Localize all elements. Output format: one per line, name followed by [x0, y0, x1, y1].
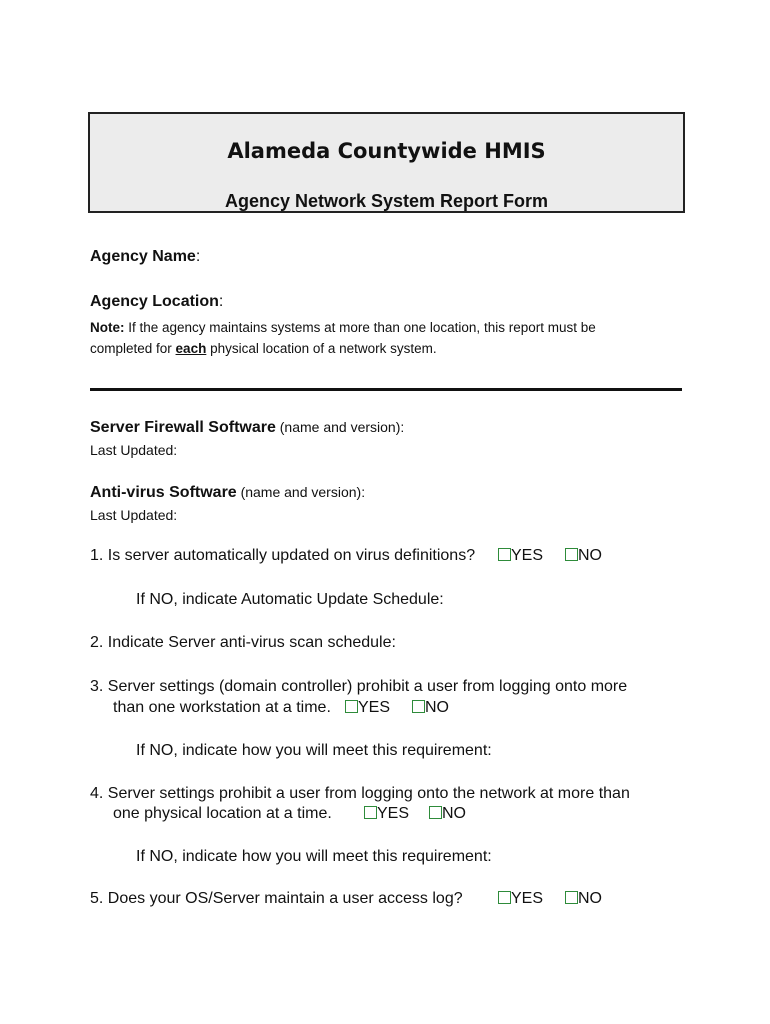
checkbox-icon[interactable]	[364, 806, 377, 819]
question-4-followup: If NO, indicate how you will meet this requirement:	[136, 848, 492, 865]
q5-no-label: NO	[578, 890, 602, 907]
q4-yes-option[interactable]	[364, 805, 409, 823]
section-divider	[90, 388, 682, 391]
agency-name-field	[90, 248, 200, 266]
question-2: 2. Indicate Server anti-virus scan schedule:	[90, 634, 396, 651]
location-note	[90, 317, 690, 359]
q5-yes-label: YES	[511, 890, 544, 907]
question-3-line1: 3. Server settings (domain controller) prohibit a user from logging onto more	[90, 678, 628, 695]
firewall-field	[90, 419, 404, 437]
q4-no-label: NO	[442, 805, 466, 822]
q3-yes-label: YES	[358, 699, 391, 716]
firewall-last-updated: Last Updated:	[90, 442, 178, 458]
note-label: Note:	[90, 320, 125, 335]
note-text-line1: If the agency maintains systems at more than one location, this report must be	[124, 320, 596, 335]
checkbox-icon[interactable]	[498, 548, 511, 561]
question-3-line2: than one workstation at a time.	[113, 699, 331, 716]
form-title: Alameda Countywide HMIS	[227, 139, 546, 163]
q5-yes-option[interactable]	[498, 890, 543, 908]
q4-yes-label: YES	[377, 805, 410, 822]
question-5: 5. Does your OS/Server maintain a user access log?	[90, 890, 463, 907]
q1-yes-label: YES	[511, 547, 544, 564]
checkbox-icon[interactable]	[565, 891, 578, 904]
agency-location-field	[90, 293, 223, 311]
firewall-label: Server Firewall Software	[90, 419, 276, 436]
checkbox-icon[interactable]	[498, 891, 511, 904]
note-text-line2b: physical location of a network system.	[206, 341, 437, 356]
checkbox-icon[interactable]	[429, 806, 442, 819]
agency-location-label: Agency Location	[90, 293, 219, 310]
q1-yes-option[interactable]	[498, 547, 543, 565]
antivirus-hint: (name and version):	[236, 484, 366, 500]
q1-no-option[interactable]	[565, 547, 602, 565]
form-header	[88, 112, 685, 213]
q3-no-label: NO	[425, 699, 449, 716]
q3-no-option[interactable]	[412, 699, 449, 717]
antivirus-field	[90, 484, 365, 502]
question-4-line2: one physical location at a time.	[113, 805, 332, 822]
checkbox-icon[interactable]	[345, 700, 358, 713]
antivirus-label: Anti-virus Software	[90, 484, 237, 501]
form-subtitle: Agency Network System Report Form	[224, 191, 549, 211]
agency-location-colon: :	[218, 293, 224, 310]
checkbox-icon[interactable]	[565, 548, 578, 561]
question-4-line1: 4. Server settings prohibit a user from logging onto the network at more than	[90, 785, 630, 802]
question-1: 1. Is server automatically updated on virus definitions?	[90, 547, 476, 564]
note-emphasis: each	[175, 341, 207, 356]
antivirus-last-updated: Last Updated:	[90, 507, 178, 523]
q3-yes-option[interactable]	[345, 699, 390, 717]
checkbox-icon[interactable]	[412, 700, 425, 713]
q5-no-option[interactable]	[565, 890, 602, 908]
firewall-hint: (name and version):	[275, 419, 405, 435]
q1-no-label: NO	[578, 547, 602, 564]
q4-no-option[interactable]	[429, 805, 466, 823]
agency-name-label: Agency Name	[90, 248, 196, 265]
question-1-followup: If NO, indicate Automatic Update Schedule:	[136, 591, 444, 608]
question-3-followup: If NO, indicate how you will meet this requirement:	[136, 742, 492, 759]
agency-name-colon: :	[195, 248, 201, 265]
note-text-line2a: completed for	[90, 341, 176, 356]
